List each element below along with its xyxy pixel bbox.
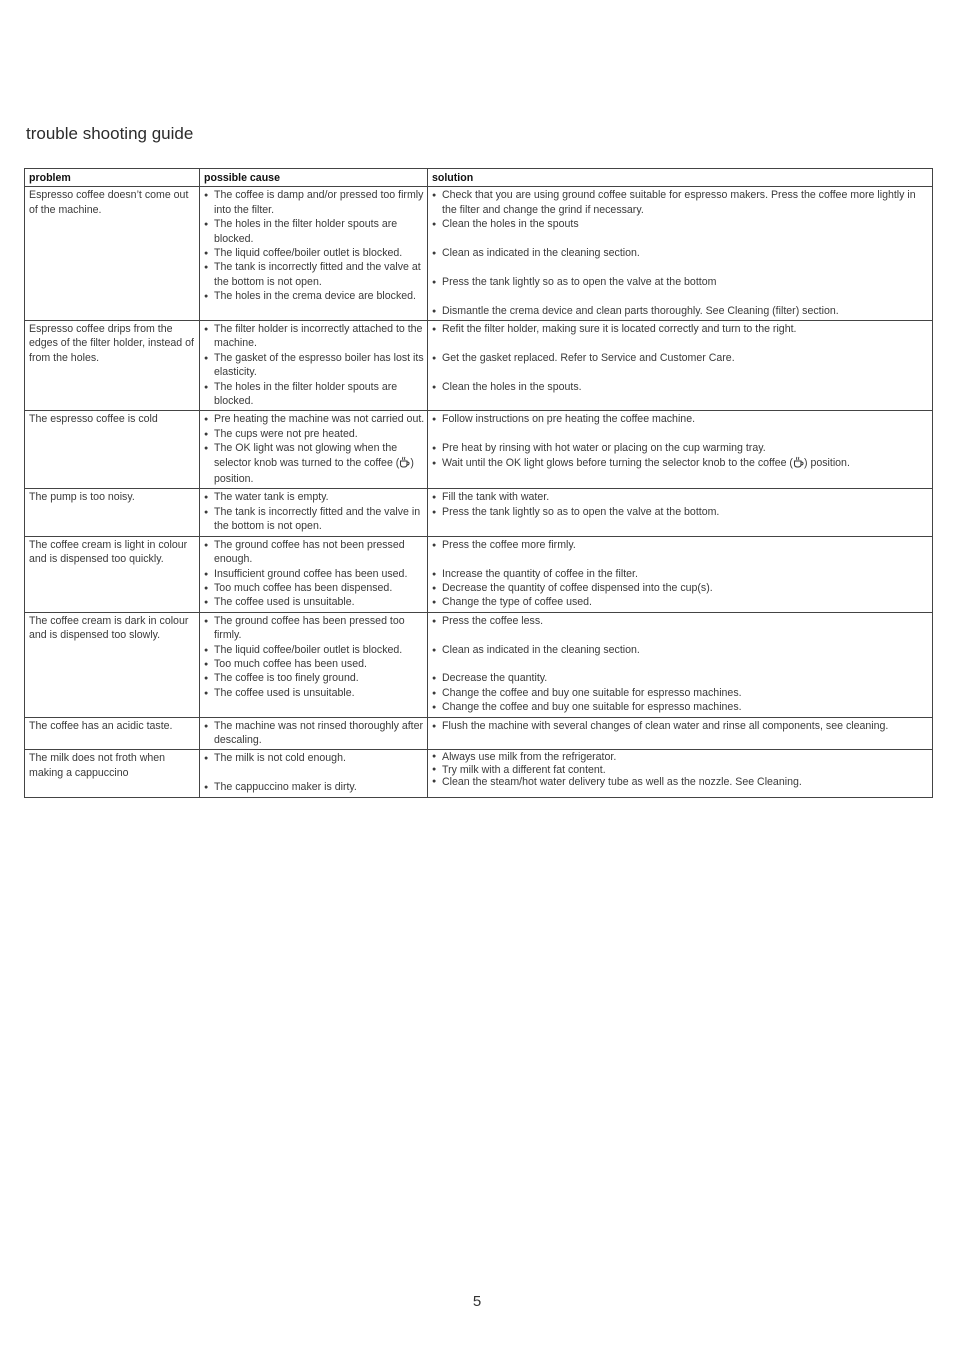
solution-item (432, 595, 930, 609)
solution-text: Refit the filter holder, making sure it is located correctly and turn to the right. (442, 323, 797, 336)
cause-item (204, 751, 425, 765)
solution-item (432, 686, 930, 700)
solution-item (432, 776, 930, 789)
cause-text: The coffee is damp and/or pressed too firmly into the filter. (214, 189, 424, 216)
solution-text: Decrease the quantity. (442, 672, 548, 685)
cause-item (204, 581, 425, 595)
bullet-icon: ● (204, 584, 209, 592)
cause-item (204, 427, 425, 441)
bullet-icon: ● (204, 354, 209, 362)
cause-item (204, 505, 425, 534)
bullet-icon: ● (204, 541, 209, 549)
solution-text: Clean the steam/hot water delivery tube as well as the nozzle. See Cleaning. (442, 776, 802, 789)
cause-text: The holes in the filter holder spouts are blocked. (214, 218, 398, 245)
bullet-icon: ● (432, 753, 437, 761)
cause-text: The water tank is empty. (214, 491, 329, 504)
bullet-icon: ● (204, 599, 209, 607)
bullet-icon: ● (432, 508, 437, 516)
solution-item (432, 567, 930, 581)
problem-cell: The milk does not froth when making a cappuccino (25, 750, 200, 797)
spacer (432, 336, 930, 350)
bullet-icon: ● (432, 250, 437, 258)
cause-text: The cappuccino maker is dirty. (214, 781, 357, 794)
bullet-icon: ● (204, 445, 209, 453)
spacer (432, 552, 930, 566)
solution-text: Fill the tank with water. (442, 491, 550, 504)
bullet-icon: ● (204, 430, 209, 438)
table-row (25, 536, 933, 612)
solution-item (432, 322, 930, 336)
bullet-icon: ● (204, 326, 209, 334)
cause-text: The OK light was not glowing when the selector knob was turned to the coffee ( (214, 442, 400, 469)
problem-cell: The espresso coffee is cold (25, 411, 200, 489)
bullet-icon: ● (204, 784, 209, 792)
spacer (432, 657, 930, 671)
solution-item (432, 456, 930, 472)
bullet-icon: ● (432, 354, 437, 362)
cause-item (204, 719, 425, 748)
solution-text: Press the coffee more firmly. (442, 538, 576, 551)
bullet-icon: ● (204, 221, 209, 229)
solution-item (432, 412, 930, 426)
bullet-icon: ● (432, 765, 437, 773)
header-possible-cause: possible cause (200, 169, 428, 187)
solution-text: Get the gasket replaced. Refer to Service and Customer Care. (442, 351, 735, 364)
solution-text: Always use milk from the refrigerator. (442, 751, 617, 764)
bullet-icon: ● (432, 617, 437, 625)
solution-item (432, 764, 930, 777)
table-row (25, 750, 933, 797)
bullet-icon: ● (432, 416, 437, 424)
solution-text: Clean the holes in the spouts. (442, 380, 582, 393)
bullet-icon: ● (432, 778, 437, 786)
bullet-icon: ● (432, 383, 437, 391)
solution-item (432, 751, 930, 764)
bullet-icon: ● (204, 508, 209, 516)
solution-text-suffix: ) position. (803, 456, 850, 469)
cause-text: The gasket of the espresso boiler has lost its elasticity. (214, 351, 424, 379)
bullet-icon: ● (432, 459, 437, 467)
spacer (432, 232, 930, 246)
solution-text: Change the type of coffee used. (442, 596, 592, 609)
cause-cell (200, 536, 428, 612)
cause-text: The coffee used is unsuitable. (214, 596, 355, 609)
cause-item (204, 322, 425, 351)
bullet-icon: ● (432, 689, 437, 697)
solution-text: Increase the quantity of coffee in the filter. (442, 567, 638, 580)
cause-item (204, 289, 425, 303)
solution-item (432, 581, 930, 595)
cause-text: The filter holder is incorrectly attached to the machine. (214, 323, 423, 350)
spacer (432, 427, 930, 441)
bullet-icon: ● (204, 570, 209, 578)
bullet-icon: ● (204, 689, 209, 697)
cause-item (204, 412, 425, 426)
cause-item (204, 686, 425, 700)
spacer (432, 365, 930, 379)
solution-item (432, 441, 930, 455)
bullet-icon: ● (204, 383, 209, 391)
solution-item (432, 671, 930, 685)
cause-text: The liquid coffee/boiler outlet is blocked. (214, 643, 403, 656)
bullet-icon: ● (432, 192, 437, 200)
cause-cell (200, 750, 428, 797)
bullet-icon: ● (204, 250, 209, 258)
cause-cell (200, 612, 428, 717)
solution-item (432, 643, 930, 657)
bullet-icon: ● (204, 722, 209, 730)
spacer (432, 289, 930, 303)
cause-item (204, 671, 425, 685)
cause-text: The coffee is too finely ground. (214, 672, 359, 685)
bullet-icon: ● (204, 646, 209, 654)
table-row (25, 489, 933, 536)
solution-cell (428, 717, 933, 750)
cause-item (204, 595, 425, 609)
bullet-icon: ● (432, 584, 437, 592)
solution-item (432, 275, 930, 289)
cause-item (204, 538, 425, 567)
cause-cell (200, 717, 428, 750)
solution-item (432, 505, 930, 519)
table-row (25, 612, 933, 717)
solution-cell (428, 489, 933, 536)
coffee-cup-icon (793, 456, 804, 472)
solution-item (432, 217, 930, 231)
table-row (25, 321, 933, 411)
cause-item (204, 246, 425, 260)
cause-cell (200, 187, 428, 321)
cause-item (204, 188, 425, 217)
solution-text: Pre heat by rinsing with hot water or placing on the cup warming tray. (442, 442, 766, 455)
solution-cell (428, 321, 933, 411)
header-solution: solution (428, 169, 933, 187)
cause-cell (200, 321, 428, 411)
cause-text: The ground coffee has been pressed too firmly. (214, 614, 405, 642)
solution-text: Clean the holes in the spouts (442, 218, 579, 231)
cause-text: The coffee used is unsuitable. (214, 686, 355, 699)
solution-item (432, 188, 930, 217)
cause-item (204, 490, 425, 504)
problem-cell: The pump is too noisy. (25, 489, 200, 536)
solution-text: Try milk with a different fat content. (442, 763, 606, 776)
solution-cell (428, 750, 933, 797)
cause-text: Pre heating the machine was not carried out. (214, 413, 425, 426)
solution-item (432, 304, 930, 318)
cause-item (204, 643, 425, 657)
solution-cell (428, 612, 933, 717)
problem-cell: Espresso coffee drips from the edges of the filter holder, instead of from the holes. (25, 321, 200, 411)
table-header-row (25, 169, 933, 187)
bullet-icon: ● (432, 326, 437, 334)
solution-item (432, 719, 930, 733)
solution-cell (428, 536, 933, 612)
solution-text: Follow instructions on pre heating the coffee machine. (442, 413, 696, 426)
cause-text: The tank is incorrectly fitted and the valve at the bottom is not open. (214, 261, 421, 288)
cause-text: Too much coffee has been dispensed. (214, 581, 393, 594)
bullet-icon: ● (432, 494, 437, 502)
solution-text: Press the tank lightly so as to open the valve at the bottom (442, 275, 717, 288)
bullet-icon: ● (204, 293, 209, 301)
cause-item (204, 567, 425, 581)
cause-item (204, 441, 425, 486)
cause-text: The cups were not pre heated. (214, 427, 358, 440)
bullet-icon: ● (204, 755, 209, 763)
bullet-icon: ● (432, 722, 437, 730)
bullet-icon: ● (432, 646, 437, 654)
spacer (204, 766, 425, 780)
table-row (25, 411, 933, 489)
cause-item (204, 614, 425, 643)
solution-text: Check that you are using ground coffee suitable for espresso makers. Press the coffee more lightly in the filter and change the grind if necessary. (442, 189, 916, 216)
bullet-icon: ● (432, 541, 437, 549)
cause-item (204, 780, 425, 794)
cause-text: The machine was not rinsed thoroughly after descaling. (214, 719, 424, 746)
problem-cell: The coffee has an acidic taste. (25, 717, 200, 750)
problem-cell: Espresso coffee doesn’t come out of the machine. (25, 187, 200, 321)
page-title: trouble shooting guide (26, 124, 194, 143)
cause-text: The holes in the filter holder spouts are blocked. (214, 380, 398, 408)
bullet-icon: ● (204, 192, 209, 200)
bullet-icon: ● (204, 617, 209, 625)
coffee-cup-icon (399, 456, 410, 472)
cause-text: Too much coffee has been used. (214, 657, 367, 670)
bullet-icon: ● (432, 221, 437, 229)
cause-text: Insufficient ground coffee has been used. (214, 567, 408, 580)
solution-item (432, 700, 930, 714)
cause-text-suffix: ) position. (214, 456, 414, 486)
header-problem: problem (25, 169, 200, 187)
table-row (25, 187, 933, 321)
bullet-icon: ● (204, 416, 209, 424)
cause-text: The ground coffee has not been pressed enough. (214, 538, 405, 566)
cause-item (204, 380, 425, 409)
solution-text: Change the coffee and buy one suitable for espresso machines. (442, 686, 742, 699)
cause-text: The milk is not cold enough. (214, 752, 346, 765)
spacer (432, 628, 930, 642)
problem-cell: The coffee cream is light in colour and is dispensed too quickly. (25, 536, 200, 612)
solution-text: Clean as indicated in the cleaning section. (442, 247, 640, 260)
solution-cell (428, 411, 933, 489)
troubleshooting-table (24, 168, 933, 798)
solution-text: Press the tank lightly so as to open the valve at the bottom. (442, 505, 720, 518)
solution-item (432, 351, 930, 365)
solution-text: Clean as indicated in the cleaning section. (442, 643, 640, 656)
solution-text: Wait until the OK light glows before turning the selector knob to the coffee ( (442, 456, 793, 469)
cause-text: The holes in the crema device are blocked. (214, 290, 416, 303)
solution-item (432, 538, 930, 552)
solution-text: Dismantle the crema device and clean parts thoroughly. See Cleaning (filter) section. (442, 304, 839, 317)
solution-text: Flush the machine with several changes of clean water and rinse all components, see cleaning. (442, 719, 889, 732)
cause-cell (200, 411, 428, 489)
solution-text: Decrease the quantity of coffee dispensed into the cup(s). (442, 581, 713, 594)
bullet-icon: ● (432, 570, 437, 578)
cause-text: The tank is incorrectly fitted and the valve in the bottom is not open. (214, 505, 421, 533)
solution-text: Change the coffee and buy one suitable for espresso machines. (442, 701, 742, 714)
solution-item (432, 490, 930, 504)
cause-item (204, 657, 425, 671)
bullet-icon: ● (204, 494, 209, 502)
solution-cell (428, 187, 933, 321)
bullet-icon: ● (432, 278, 437, 286)
cause-item (204, 260, 425, 289)
cause-item (204, 351, 425, 380)
bullet-icon: ● (204, 660, 209, 668)
solution-text: Press the coffee less. (442, 614, 544, 627)
bullet-icon: ● (432, 445, 437, 453)
spacer (432, 260, 930, 274)
page-number: 5 (472, 1293, 482, 1310)
cause-cell (200, 489, 428, 536)
solution-item (432, 380, 930, 394)
problem-cell: The coffee cream is dark in colour and is dispensed too slowly. (25, 612, 200, 717)
table-row (25, 717, 933, 750)
cause-item (204, 217, 425, 246)
solution-item (432, 614, 930, 628)
bullet-icon: ● (204, 675, 209, 683)
bullet-icon: ● (432, 704, 437, 712)
bullet-icon: ● (432, 599, 437, 607)
bullet-icon: ● (432, 307, 437, 315)
bullet-icon: ● (432, 675, 437, 683)
cause-text: The liquid coffee/boiler outlet is blocked. (214, 247, 403, 260)
solution-item (432, 246, 930, 260)
bullet-icon: ● (204, 264, 209, 272)
